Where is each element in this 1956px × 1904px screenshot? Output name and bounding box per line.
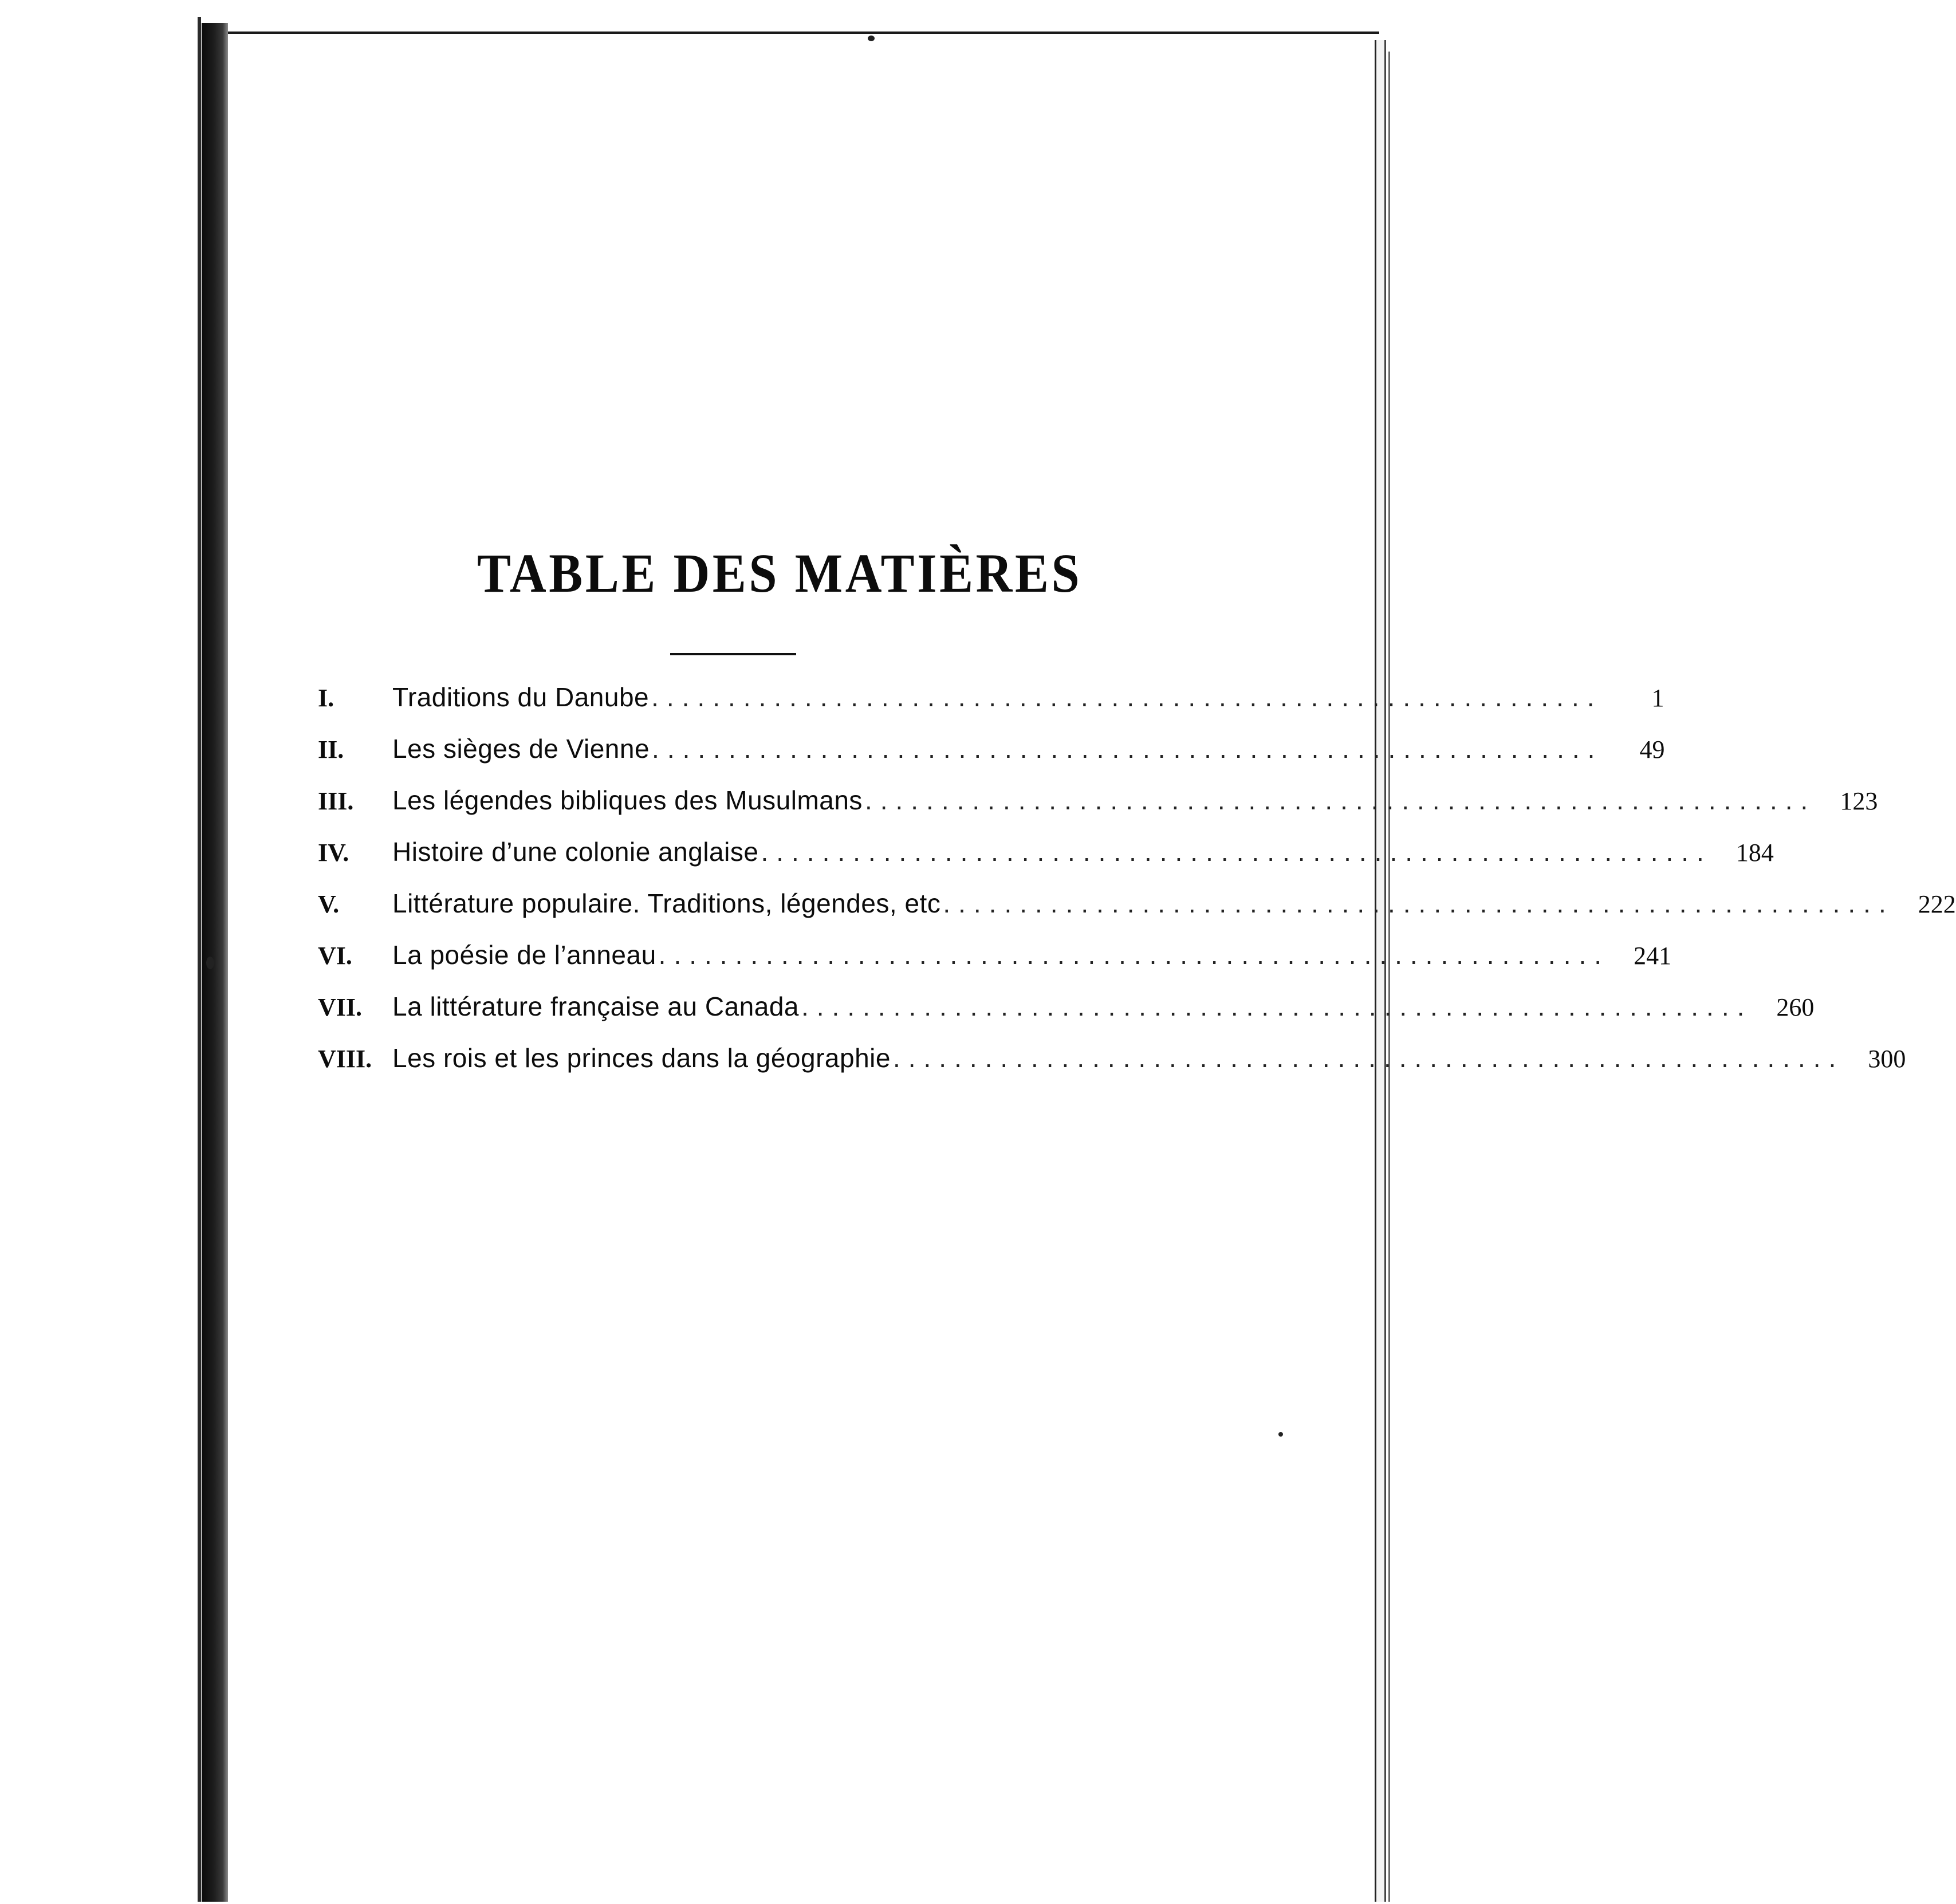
toc-entry <box>318 939 1672 991</box>
toc-entry <box>318 785 1878 836</box>
toc-entry <box>318 836 1774 888</box>
chapter-title: Les légendes bibliques des Musulmans <box>392 785 863 815</box>
toc-entry <box>318 733 1665 785</box>
chapter-numeral: III. <box>318 787 354 815</box>
scan-speck <box>206 957 214 969</box>
dot-leader: .............................................................. <box>801 992 1753 1021</box>
book-gutter <box>202 23 228 1902</box>
table-of-contents <box>318 682 1956 1094</box>
page-number: 184 <box>1735 839 1774 867</box>
scan-speck <box>868 36 875 41</box>
chapter-numeral: II. <box>318 735 344 764</box>
chapter-title: Traditions du Danube <box>392 682 650 712</box>
page-number: 300 <box>1868 1045 1906 1073</box>
chapter-title: Les rois et les princes dans la géographie <box>392 1043 891 1073</box>
dot-leader: .............................................................. <box>864 785 1816 815</box>
dot-leader: .............................................................. <box>943 888 1894 918</box>
left-page-edge <box>0 17 201 1902</box>
page-number: 49 <box>1639 735 1665 764</box>
chapter-numeral: V. <box>318 890 340 918</box>
page-number: 1 <box>1651 684 1664 712</box>
chapter-title: Histoire d’une colonie anglaise <box>392 837 759 867</box>
chapter-numeral: IV. <box>318 839 349 867</box>
title-divider <box>670 653 796 655</box>
page-edge-line <box>1388 52 1390 1902</box>
page-number: 123 <box>1840 787 1878 815</box>
chapter-numeral: VI. <box>318 942 352 970</box>
dot-leader: .............................................................. <box>652 734 1603 764</box>
dot-leader: .............................................................. <box>651 682 1603 712</box>
page-number: 222 <box>1918 890 1956 918</box>
chapter-numeral: VII. <box>318 993 363 1021</box>
dot-leader: .............................................................. <box>892 1043 1844 1073</box>
page-title: TABLE DES MATIÈRES <box>477 542 1083 604</box>
chapter-title: La poésie de l’anneau <box>392 940 656 970</box>
dot-leader: .............................................................. <box>658 940 1610 970</box>
chapter-title: Littérature populaire. Traditions, légendes, etc <box>392 888 941 918</box>
chapter-numeral: I. <box>318 684 334 712</box>
toc-entry <box>318 991 1815 1043</box>
toc-entry <box>318 888 1956 939</box>
chapter-title: Les sièges de Vienne <box>392 734 650 764</box>
chapter-title: La littérature française au Canada <box>392 992 799 1021</box>
dot-leader: .............................................................. <box>761 837 1712 867</box>
chapter-numeral: VIII. <box>318 1045 372 1073</box>
toc-entry <box>318 682 1664 733</box>
toc-entry <box>318 1043 1906 1094</box>
page-edge <box>1375 40 1386 1902</box>
page-number: 241 <box>1634 942 1672 970</box>
page-number: 260 <box>1776 993 1815 1021</box>
scan-speck <box>1278 1432 1283 1437</box>
